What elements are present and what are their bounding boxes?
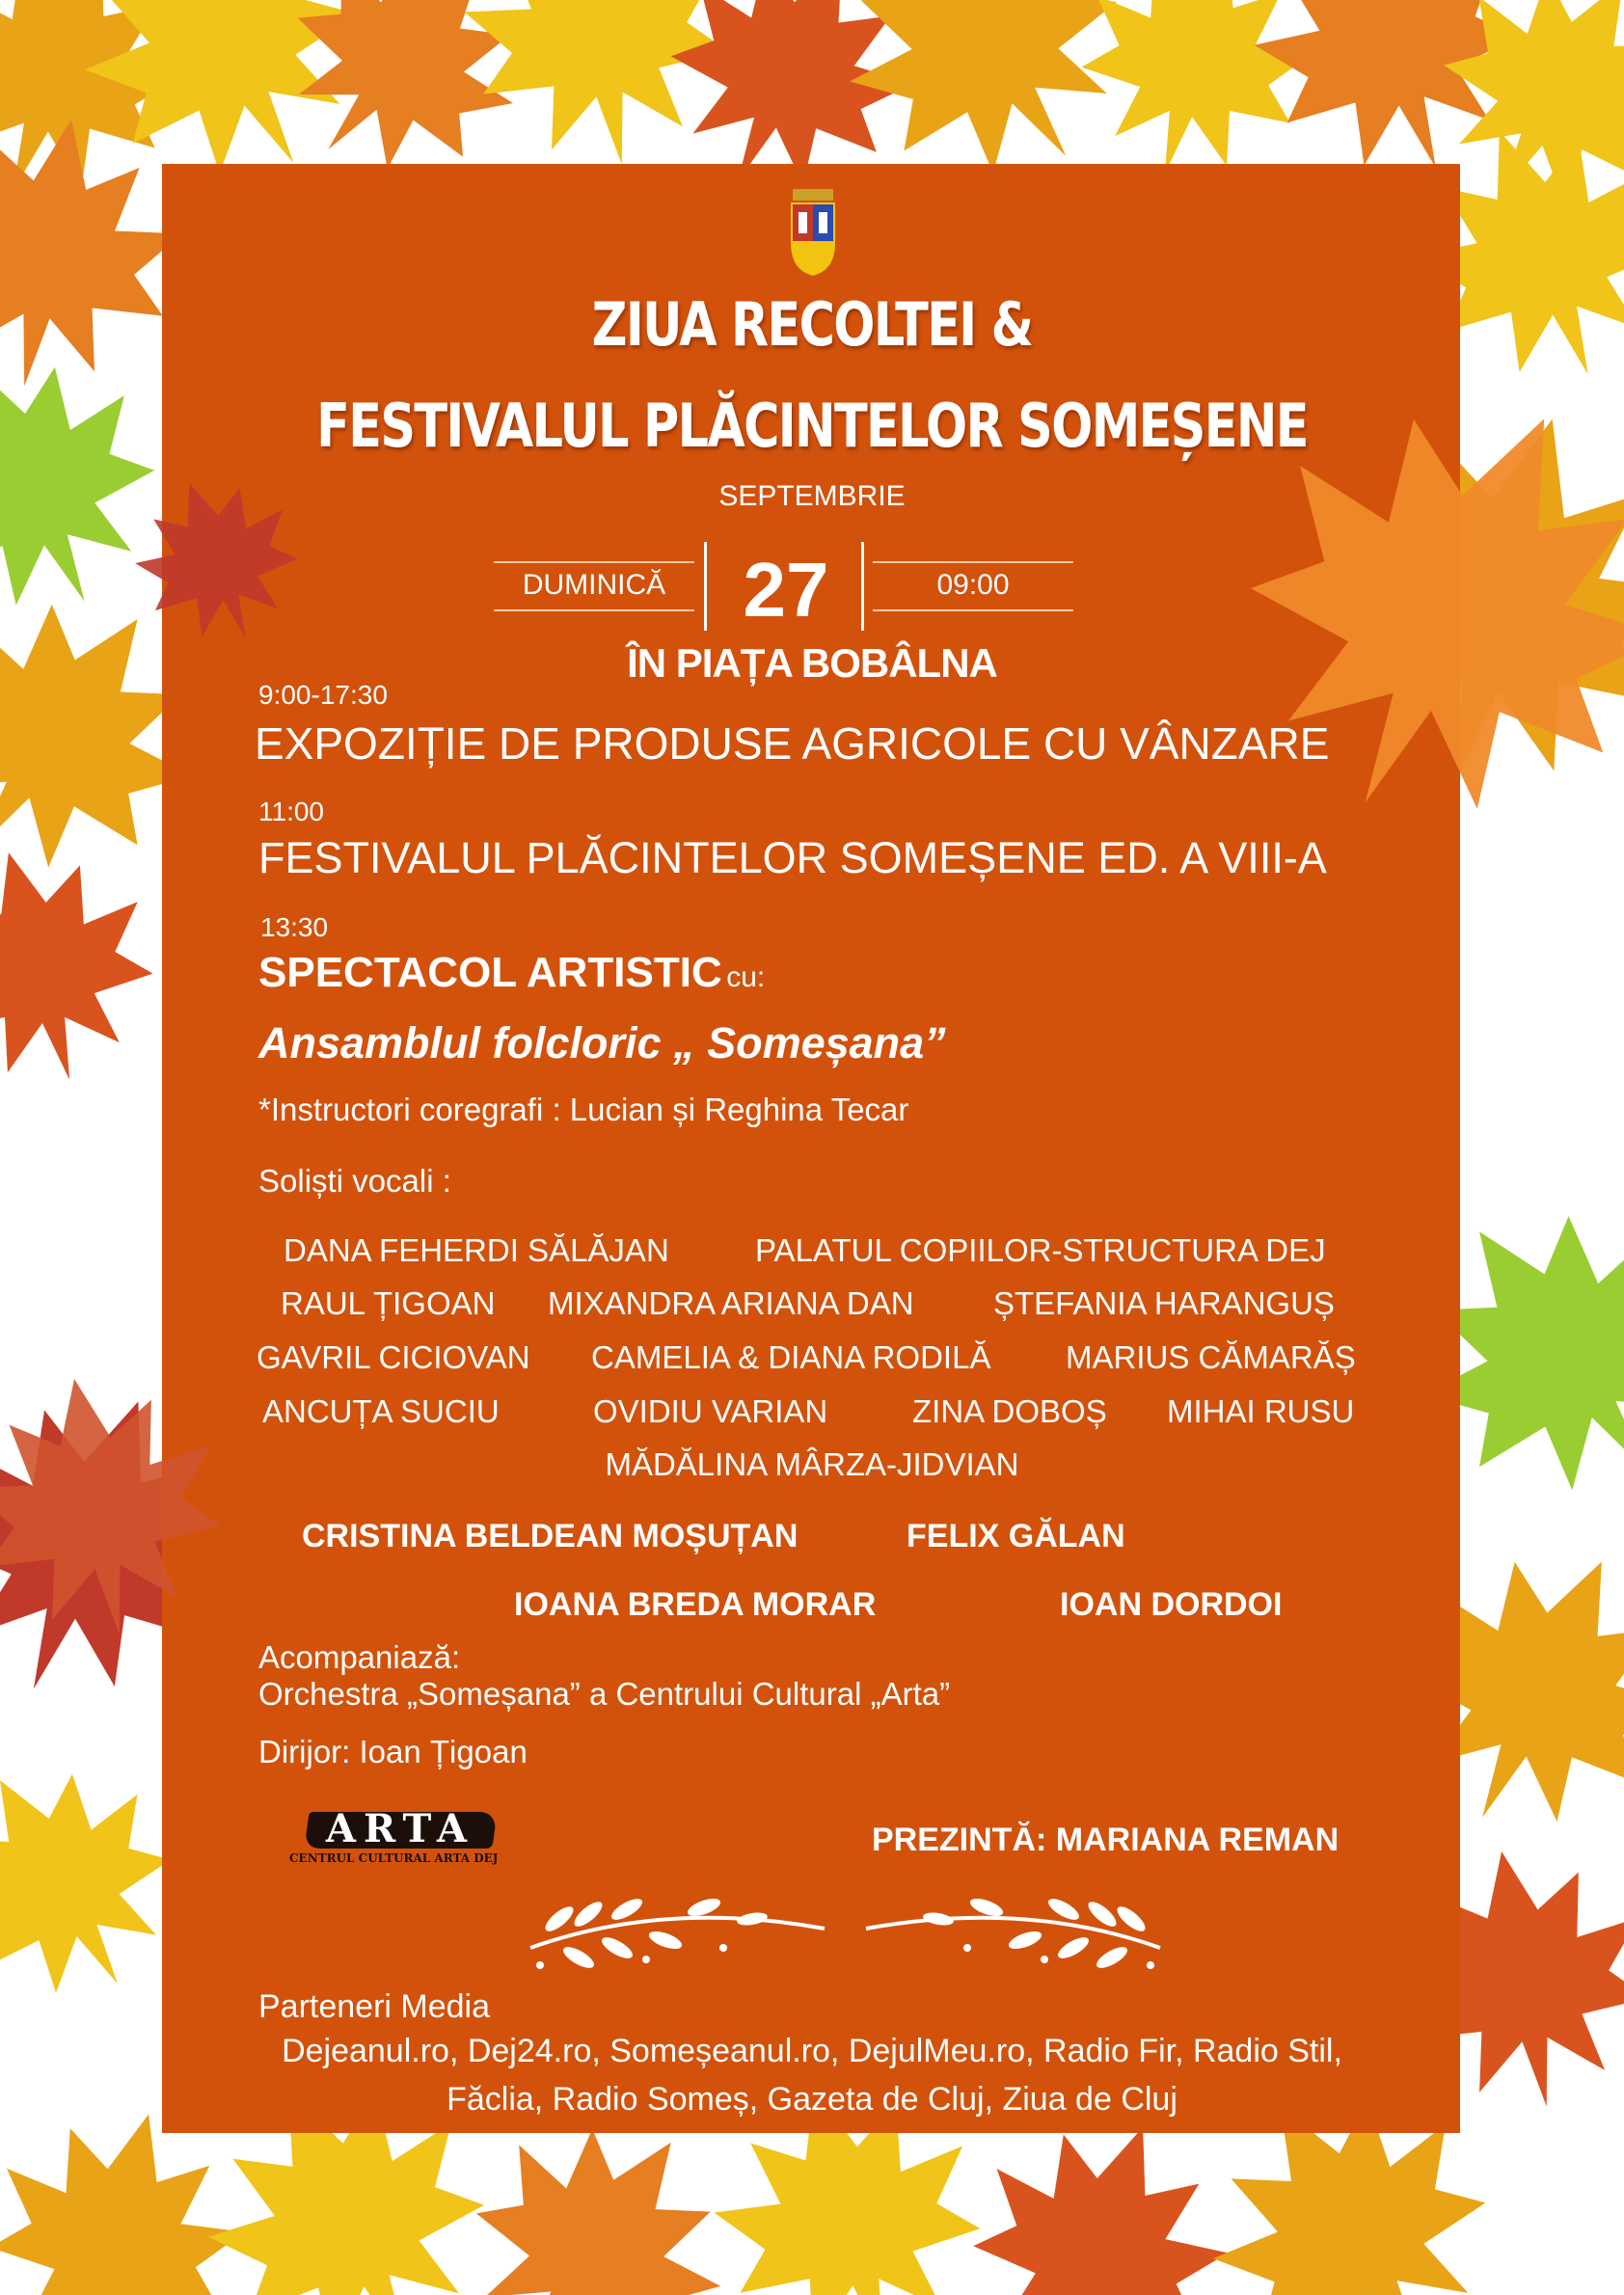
arta-logo	[289, 1808, 497, 1866]
soloist-name: MĂDĂLINA MÂRZA-JIDVIAN	[605, 1446, 1019, 1482]
event-weekday: DUMINICĂ	[522, 569, 666, 601]
program-time-1: 9:00-17:30	[258, 680, 388, 710]
media-partners-line1: Dejeanul.ro, Dej24.ro, Someșeanul.ro, DejulMeu.ro, Radio Fir, Radio Stil,	[282, 2033, 1342, 2069]
presenter: PREZINTĂ: MARIANA REMAN	[872, 1822, 1340, 1858]
soloist-name: MARIUS CĂMARĂȘ	[1066, 1339, 1356, 1375]
program-title-3	[258, 949, 765, 997]
date-divider-right-bottom	[873, 609, 1073, 611]
soloist-name: OVIDIU VARIAN	[593, 1393, 828, 1429]
program-title-2: FESTIVALUL PLĂCINTELOR SOMEȘENE ED. A VIII-A	[258, 833, 1327, 882]
arta-logo-subtitle: CENTRUL CULTURAL ARTA DEJ	[289, 1851, 499, 1865]
laurel-branch-icon	[856, 1880, 1170, 1977]
soloist-name: PALATUL COPIILOR-STRUCTURA DEJ	[755, 1232, 1326, 1268]
soloist-name: ZINA DOBOȘ	[912, 1393, 1107, 1429]
soloist-name: ȘTEFANIA HARANGUȘ	[993, 1285, 1335, 1321]
ensemble-name: Ansamblul folcloric „ Someșana”	[258, 1018, 946, 1067]
date-separator-right	[861, 542, 864, 631]
ensemble-instructors: *Instructori coregrafi : Lucian și Reghina Tecar	[258, 1092, 909, 1127]
laurel-branch-icon	[521, 1880, 834, 1977]
event-location: ÎN PIAȚA BOBÂLNA	[627, 640, 997, 686]
soloist-name: RAUL ȚIGOAN	[281, 1285, 496, 1321]
featured-soloist: IOAN DORDOI	[1060, 1586, 1283, 1623]
accompaniment-label: Acompaniază:	[258, 1639, 461, 1675]
date-divider-right	[873, 561, 1073, 563]
soloist-name: ANCUȚA SUCIU	[262, 1393, 500, 1429]
event-title-line1: ZIUA RECOLTEI &	[591, 289, 1033, 360]
maple-leaf-icon	[0, 1358, 240, 1656]
program-title-1: EXPOZIȚIE DE PRODUSE AGRICOLE CU VÂNZARE	[255, 718, 1330, 769]
soloist-name: MIXANDRA ARIANA DAN	[548, 1285, 914, 1321]
date-separator-left	[704, 542, 707, 631]
program-time-2: 11:00	[258, 796, 324, 826]
conductor-name: Dirijor: Ioan Țigoan	[258, 1734, 528, 1769]
event-start-time: 09:00	[936, 569, 1010, 601]
soloist-name: CAMELIA & DIANA RODILĂ	[591, 1339, 991, 1375]
media-partners-label: Parteneri Media	[258, 1988, 491, 2025]
event-day: 27	[743, 547, 829, 633]
media-partners-line2: Făclia, Radio Someș, Gazeta de Cluj, Ziua de Cluj	[447, 2081, 1177, 2118]
spectacol-label: SPECTACOL ARTISTIC	[258, 949, 722, 996]
featured-soloist: FELIX GĂLAN	[907, 1518, 1125, 1554]
featured-soloist: CRISTINA BELDEAN MOȘUȚAN	[302, 1518, 798, 1554]
date-divider-left-bottom	[494, 609, 694, 611]
soloist-name: MIHAI RUSU	[1167, 1393, 1355, 1429]
event-title-line2: FESTIVALUL PLĂCINTELOR SOMEȘENE	[316, 391, 1308, 461]
arta-logo-name: ARTA	[325, 1806, 475, 1851]
date-divider-left	[494, 561, 694, 563]
featured-soloist: IOANA BREDA MORAR	[514, 1586, 877, 1623]
soloists-label: Soliști vocali :	[258, 1163, 451, 1199]
soloist-name: GAVRIL CICIOVAN	[257, 1339, 530, 1375]
spectacol-suffix: cu:	[726, 961, 766, 993]
city-coat-of-arms-icon	[789, 189, 837, 278]
program-time-3: 13:30	[260, 912, 329, 942]
soloist-name: DANA FEHERDI SĂLĂJAN	[284, 1232, 669, 1268]
orchestra-name: Orchestra „Someșana” a Centrului Cultural „Arta”	[258, 1676, 951, 1712]
event-month: SEPTEMBRIE	[718, 480, 906, 512]
